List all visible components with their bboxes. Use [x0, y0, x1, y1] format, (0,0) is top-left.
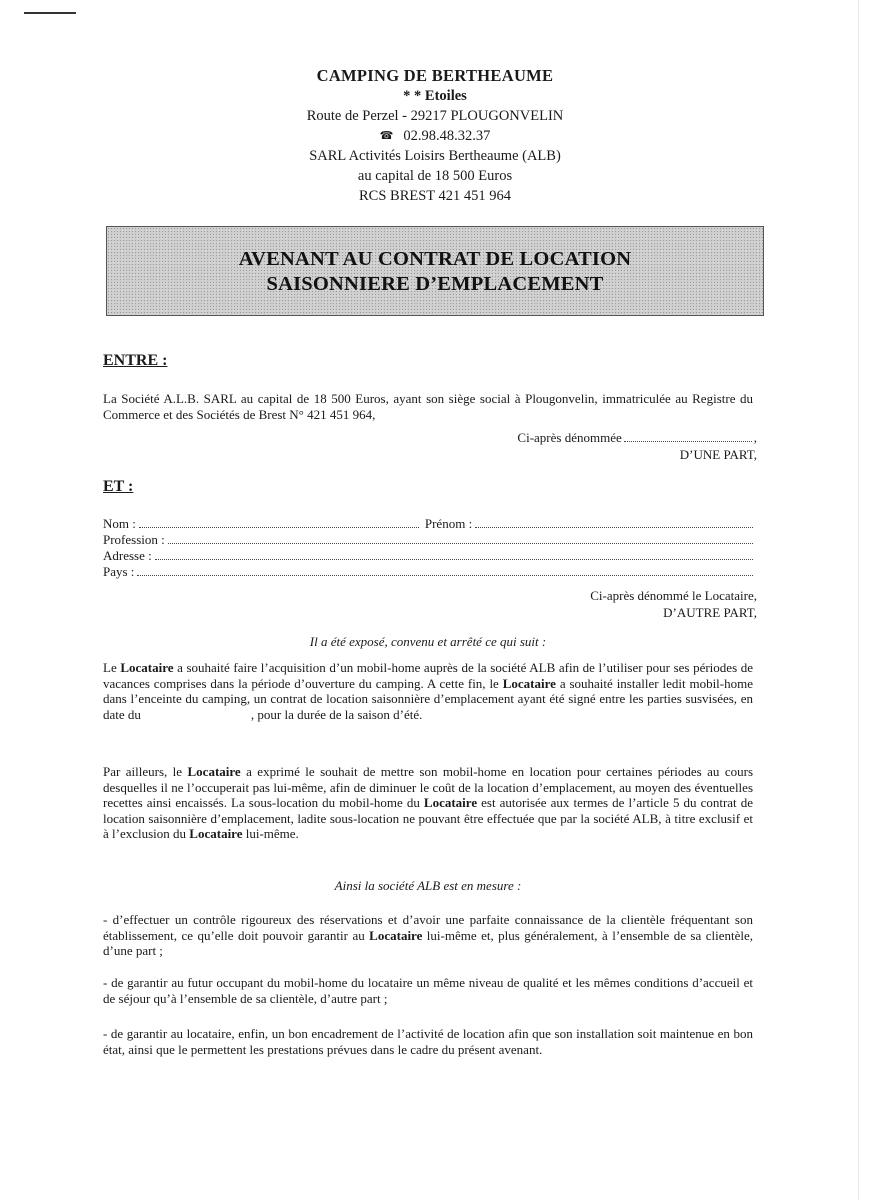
scan-mark	[24, 12, 76, 14]
et-heading: ET :	[103, 478, 134, 495]
prenom-label: Prénom :	[424, 516, 473, 531]
expose-line: Il a été exposé, convenu et arrêté ce qui suit :	[309, 634, 547, 649]
profession-row	[103, 532, 753, 548]
page-edge	[858, 0, 859, 1200]
bullet-controle: - d’effectuer un contrôle rigoureux des réservations et d’avoir une parfaite connaissance de la clientèle fréquentant son établissement, ce qu’elle doit pouvoir garantir au Locataire lui-même et, plus généralement, à l’ensemble de sa clientèle, d’une part ;	[103, 912, 753, 958]
profession-label: Profession :	[103, 532, 165, 547]
locataire-named: Ci-après dénommé le Locataire,	[590, 588, 757, 603]
pays-label: Pays :	[103, 564, 135, 579]
phone-line	[200, 126, 670, 146]
nom-prenom-row	[103, 516, 753, 532]
company-name-blank[interactable]	[624, 431, 752, 442]
ainsi-line: Ainsi la société ALB est en mesure :	[334, 878, 522, 893]
adresse-row	[103, 548, 753, 564]
letterhead	[200, 66, 670, 206]
paragraph-sous-location: Par ailleurs, le Locataire a exprimé le souhait de mettre son mobil-home en location pour certaines périodes au cours desquelles il ne l’occuperait pas lui-même, afin de diminuer le coût de la location d’emplacement, au moyen des éventuelles recettes ainsi encaissés. La sous-location du mobil-home du Locataire est autorisée aux termes de l’article 5 du contrat de location saisonnière d’emplacement, ladite sous-location ne pouvant être effectuée que par la société ALB, à titre exclusif et à l’exclusion du Locataire lui-même.	[103, 764, 754, 841]
document-title-box	[106, 226, 764, 316]
company-capital: au capital de 18 500 Euros	[357, 168, 513, 184]
title-line-2: SAISONNIERE D’EMPLACEMENT	[266, 273, 604, 295]
prenom-field[interactable]	[475, 517, 753, 528]
company-rcs: RCS BREST 421 451 964	[358, 188, 512, 204]
star-rating: * * Etoiles	[403, 88, 467, 104]
entre-text: La Société A.L.B. SARL au capital de 18 500 Euros, ayant son siège social à Plougonvelin, immatriculée au Registre du Commerce et des Sociétés de Brest N° 421 451 964,	[103, 391, 753, 422]
phone-number: 02.98.48.32.37	[403, 128, 491, 144]
pays-row	[103, 564, 753, 580]
bullet-qualite: - de garantir au futur occupant du mobil-home du locataire un même niveau de qualité et les mêmes conditions d’accueil et de séjour qu’à l’ensemble de sa clientèle, d’autre part ;	[103, 975, 753, 1006]
adresse-label: Adresse :	[103, 548, 152, 563]
paragraph-acquisition: Le Locataire a souhaité faire l’acquisition d’un mobil-home auprès de la société ALB afin de l’utiliser pour ses périodes de vacances comprises dans la période d’ouverture du camping. A cette fin, le Locataire a souhaité installer ledit mobil-home dans l’enceinte du camping, un contrat de location saisonnière d’emplacement ayant été signé entre les parties susvisées, en date du , pour la durée de la saison d’été.	[103, 660, 753, 722]
named-label: Ci-après dénommée	[517, 430, 622, 445]
pays-field[interactable]	[137, 565, 753, 576]
entre-heading: ENTRE :	[103, 352, 168, 369]
adresse-field[interactable]	[155, 549, 753, 560]
autre-part: D’AUTRE PART,	[663, 605, 757, 620]
campsite-name: CAMPING DE BERTHEAUME	[316, 66, 554, 85]
company-name: SARL Activités Loisirs Bertheaume (ALB)	[309, 148, 561, 164]
title-line-1: AVENANT AU CONTRAT DE LOCATION	[238, 248, 632, 270]
nom-field[interactable]	[139, 517, 419, 528]
address: Route de Perzel - 29217 PLOUGONVELIN	[306, 108, 564, 124]
bullet-encadrement: - de garantir au locataire, enfin, un bon encadrement de l’activité de location afin que son installation soit maintenue en bon état, ainsi que le permettent les prestations prévues dans le cadre du présent avenant.	[103, 1026, 753, 1057]
entre-named-line: Ci-après dénommée ,	[517, 430, 757, 445]
une-part: D’UNE PART,	[679, 447, 757, 462]
profession-field[interactable]	[168, 533, 753, 544]
telephone-icon: ☎	[379, 130, 394, 142]
nom-label: Nom :	[103, 516, 136, 531]
